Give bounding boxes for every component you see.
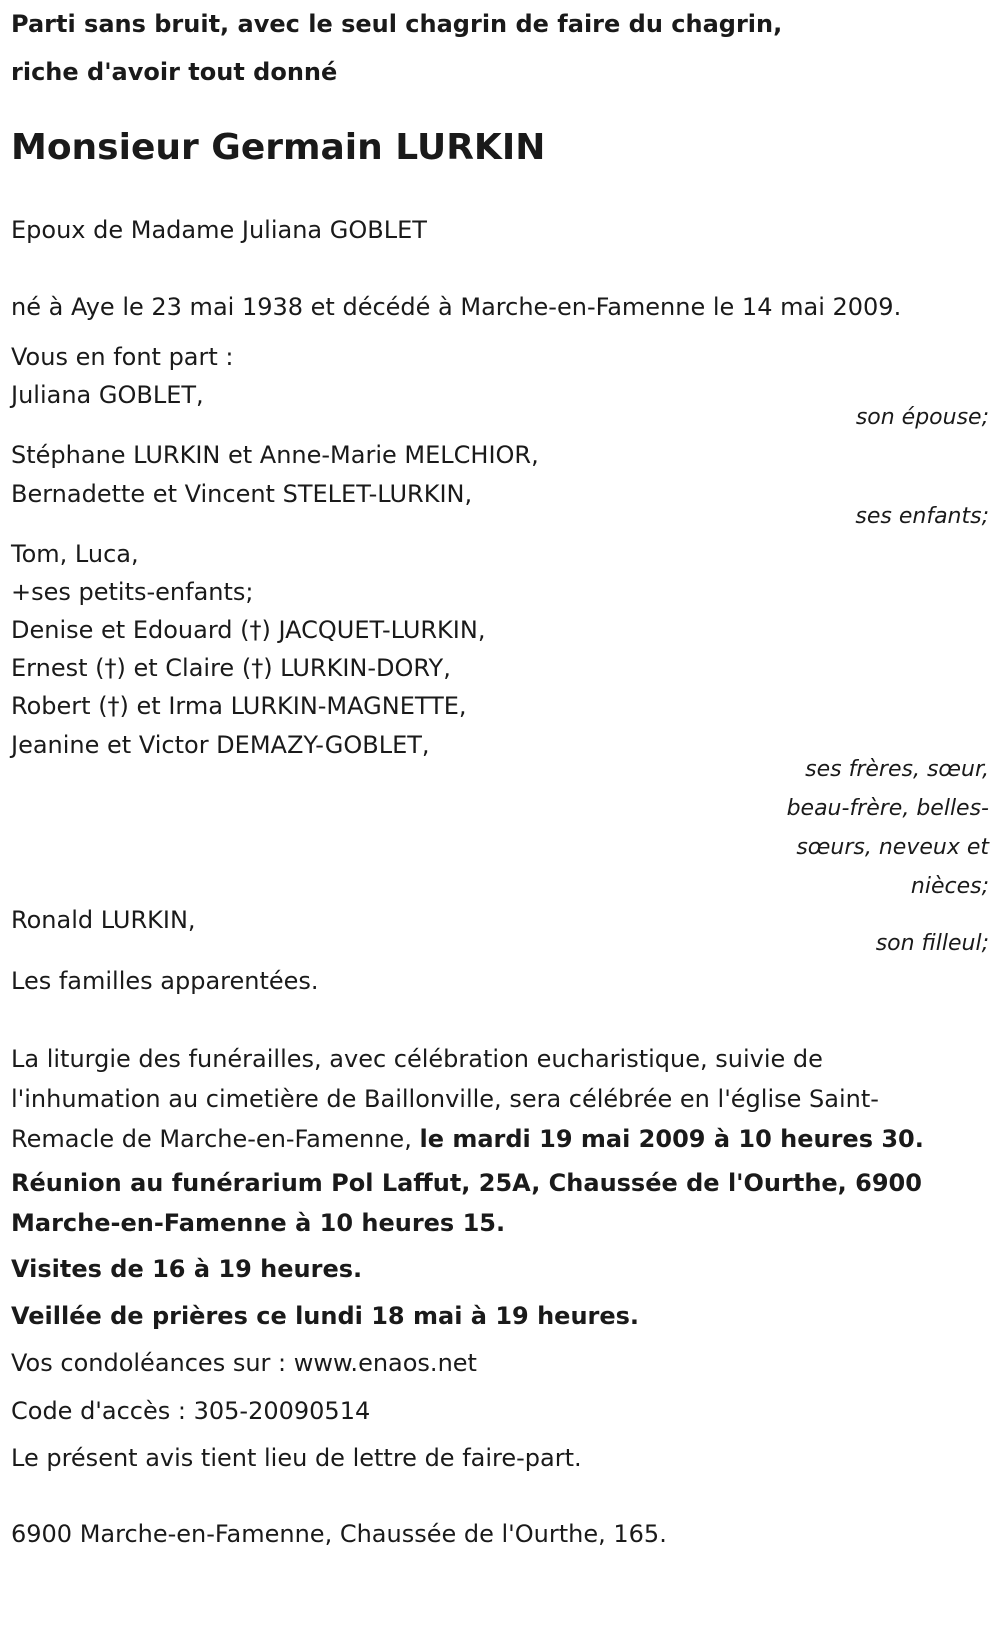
visits-line: Visites de 16 à 19 heures. [11,1255,363,1283]
epigraph-line-1: Parti sans bruit, avec le seul chagrin de faire du chagrin, [11,10,783,38]
family-role-line: sœurs, neveux et [796,835,989,860]
announcement-intro: Vous en font part : [11,343,234,371]
liturgy-paragraph [11,1039,971,1159]
family-name-line: Ronald LURKIN, [11,906,196,934]
family-role: ses enfants; [855,504,989,529]
families-line: Les familles apparentées. [11,967,319,995]
family-role-line: ses frères, sœur, [805,757,989,782]
spouse-line: Epoux de Madame Juliana GOBLET [11,216,427,244]
meeting-paragraph: Réunion au funérarium Pol Laffut, 25A, Chaussée de l'Ourthe, 6900 Marche-en-Famenne à 10 heures 15. [11,1169,922,1237]
family-role: son épouse; [855,405,989,430]
access-code: Code d'accès : 305-20090514 [11,1397,371,1425]
family-role: son filleul; [875,931,989,956]
family-role-multiline [729,750,989,906]
vigil-line: Veillée de prières ce lundi 18 mai à 19 heures. [11,1302,640,1330]
family-name-line: Robert (†) et Irma LURKIN-MAGNETTE, [11,692,467,720]
family-role-line: beau-frère, belles- [786,796,989,821]
address-line: 6900 Marche-en-Famenne, Chaussée de l'Ourthe, 165. [11,1520,667,1548]
deceased-name: Monsieur Germain LURKIN [11,127,546,168]
liturgy-text: La liturgie des funérailles, avec célébration eucharistique, suivie de l'inhumation au cimetière de Baillonville, sera célébrée en l'église Saint-Remacle de Marche-en-Famenne, [11,1045,879,1153]
birth-death-line: né à Aye le 23 mai 1938 et décédé à Marche-en-Famenne le 14 mai 2009. [11,293,902,321]
family-name-line: +ses petits-enfants; [11,578,254,606]
family-name-line: Tom, Luca, [11,540,139,568]
family-name-line: Ernest (†) et Claire (†) LURKIN-DORY, [11,654,451,682]
family-name-line: Juliana GOBLET, [11,381,204,409]
condolences-site: Vos condoléances sur : www.enaos.net [11,1349,477,1377]
family-role-line: nièces; [910,874,989,899]
family-name-line: Stéphane LURKIN et Anne-Marie MELCHIOR, [11,441,539,469]
epigraph-line-2: riche d'avoir tout donné [11,58,338,86]
family-name-line: Denise et Edouard (†) JACQUET-LURKIN, [11,616,486,644]
liturgy-date: le mardi 19 mai 2009 à 10 heures 30. [419,1125,924,1153]
family-name-line: Jeanine et Victor DEMAZY-GOBLET, [11,731,430,759]
notice-line: Le présent avis tient lieu de lettre de faire-part. [11,1444,582,1472]
family-name-line: Bernadette et Vincent STELET-LURKIN, [11,480,473,508]
